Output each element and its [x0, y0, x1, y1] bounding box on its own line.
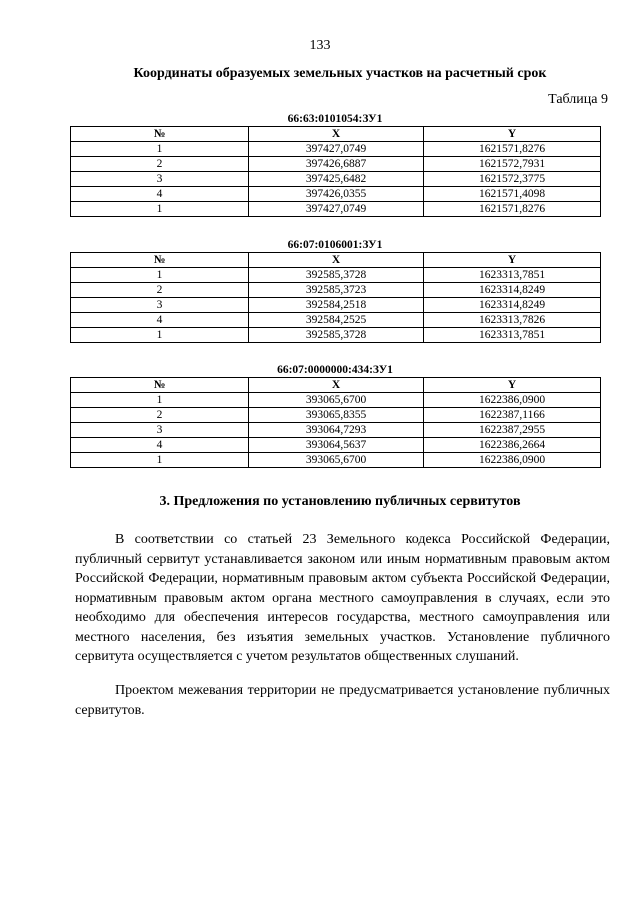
table-row [71, 187, 601, 202]
column-header: X [249, 253, 424, 268]
table-cell: 1623313,7826 [424, 313, 601, 328]
table-cell: 2 [71, 283, 249, 298]
table-cell: 1 [71, 268, 249, 283]
table-cell: 3 [71, 172, 249, 187]
table-cell: 1623314,8249 [424, 298, 601, 313]
body-paragraph: В соответствии со статьей 23 Земельного кодекса Российской Федерации, публичный сервитут устанавливается законом или иным нормативным правовым актом Российской Федерации, нормативным правовым актом субъекта Российской Федерации, нормативным правовым актом органа местного самоуправления в случаях, если это необходимо для обеспечения интересов государства, местного самоуправления или местного населения, без изъятия земельных участков. Установление публичного сервитута осуществляется с учетом результатов общественных слушаний. [75, 532, 610, 664]
column-header: Y [424, 253, 601, 268]
section-heading: 3. Предложения по установлению публичных сервитутов [159, 494, 521, 509]
column-header: № [71, 378, 249, 393]
body-paragraph: Проектом межевания территории не предусматривается установление публичных сервитутов. [75, 683, 610, 718]
table-cell: 397426,0355 [249, 187, 424, 202]
table-cell: 393065,6700 [249, 453, 424, 468]
table-row [71, 202, 601, 217]
parcel-id-caption: 66:07:0106001:ЗУ1 [287, 239, 383, 251]
column-header: X [249, 378, 424, 393]
column-header: Y [424, 127, 601, 142]
table-cell: 2 [71, 408, 249, 423]
table-row [71, 298, 601, 313]
table-cell: 3 [71, 298, 249, 313]
table-row [71, 268, 601, 283]
table-cell: 1622387,2955 [424, 423, 601, 438]
table-cell: 1622387,1166 [424, 408, 601, 423]
table-label: Таблица 9 [548, 92, 608, 107]
table-cell: 393064,5637 [249, 438, 424, 453]
table-cell: 4 [71, 438, 249, 453]
table-cell: 397426,6887 [249, 157, 424, 172]
table-cell: 1 [71, 202, 249, 217]
table-cell: 2 [71, 157, 249, 172]
table-row [71, 393, 601, 408]
table-cell: 1623313,7851 [424, 328, 601, 343]
table-cell: 392585,3728 [249, 268, 424, 283]
table-cell: 1622386,0900 [424, 393, 601, 408]
table-cell: 397427,0749 [249, 142, 424, 157]
table-cell: 1621572,3775 [424, 172, 601, 187]
table-cell: 1622386,0900 [424, 453, 601, 468]
document-title: Координаты образуемых земельных участков на расчетный срок [133, 66, 547, 81]
table-row [71, 142, 601, 157]
coordinate-table [70, 252, 601, 343]
table-cell: 392585,3723 [249, 283, 424, 298]
table-cell: 1 [71, 328, 249, 343]
table-row [71, 283, 601, 298]
table-cell: 393064,7293 [249, 423, 424, 438]
page-number: 133 [309, 38, 331, 53]
table-cell: 393065,6700 [249, 393, 424, 408]
column-header: № [71, 127, 249, 142]
table-cell: 4 [71, 187, 249, 202]
table-cell: 1621571,4098 [424, 187, 601, 202]
table-header-row [71, 253, 601, 268]
parcel-id-caption: 66:07:0000000:434:ЗУ1 [277, 364, 393, 376]
table-cell: 1623313,7851 [424, 268, 601, 283]
coordinate-table-block [70, 112, 600, 217]
table-row [71, 453, 601, 468]
table-cell: 392584,2525 [249, 313, 424, 328]
table-cell: 1 [71, 453, 249, 468]
column-header: № [71, 253, 249, 268]
table-cell: 392585,3728 [249, 328, 424, 343]
coordinate-table-block [70, 363, 600, 468]
table-row [71, 157, 601, 172]
table-cell: 392584,2518 [249, 298, 424, 313]
table-cell: 397425,6482 [249, 172, 424, 187]
table-cell: 393065,8355 [249, 408, 424, 423]
table-cell: 1621571,8276 [424, 202, 601, 217]
column-header: Y [424, 378, 601, 393]
column-header: X [249, 127, 424, 142]
table-row [71, 328, 601, 343]
coordinate-table [70, 377, 601, 468]
coordinate-table [70, 126, 601, 217]
coordinate-table-block [70, 238, 600, 343]
table-cell: 3 [71, 423, 249, 438]
table-cell: 397427,0749 [249, 202, 424, 217]
table-cell: 4 [71, 313, 249, 328]
table-row [71, 172, 601, 187]
table-row [71, 423, 601, 438]
table-header-row [71, 127, 601, 142]
table-row [71, 438, 601, 453]
parcel-id-caption: 66:63:0101054:ЗУ1 [287, 113, 383, 125]
table-row [71, 408, 601, 423]
table-cell: 1623314,8249 [424, 283, 601, 298]
table-cell: 1621572,7931 [424, 157, 601, 172]
table-cell: 1622386,2664 [424, 438, 601, 453]
table-header-row [71, 378, 601, 393]
table-cell: 1621571,8276 [424, 142, 601, 157]
table-row [71, 313, 601, 328]
table-cell: 1 [71, 142, 249, 157]
table-cell: 1 [71, 393, 249, 408]
